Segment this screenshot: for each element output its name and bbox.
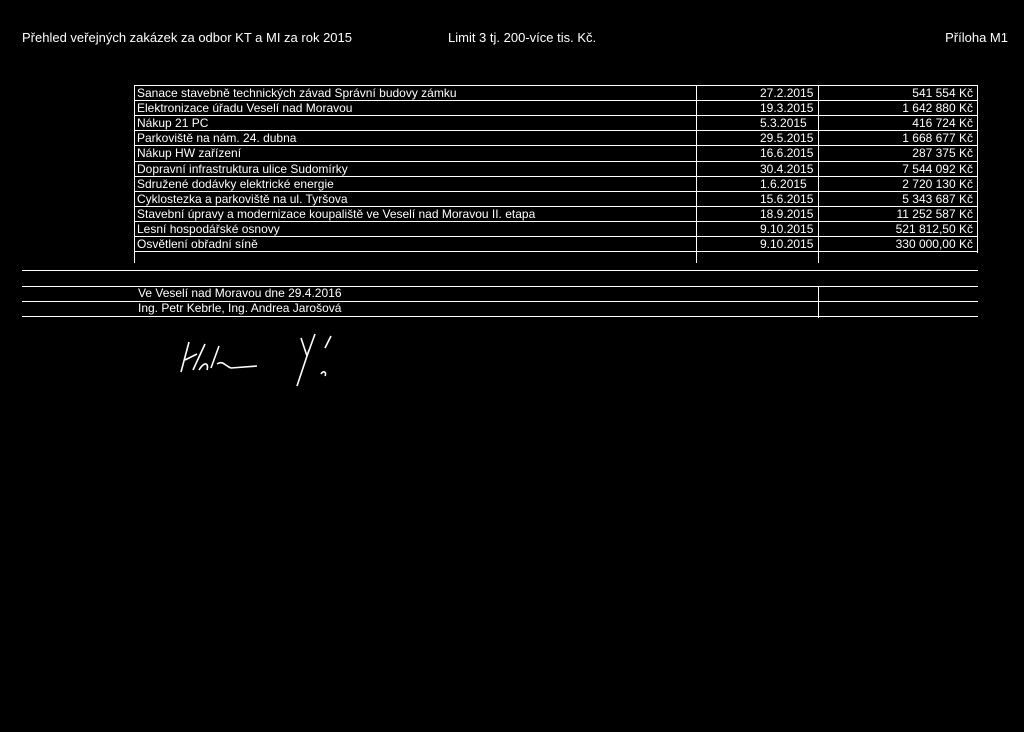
table-row	[134, 192, 978, 207]
row-date: 1.6.2015	[760, 176, 807, 191]
footer-divider	[818, 286, 819, 318]
row-date: 19.3.2015	[760, 101, 814, 116]
table-row	[134, 101, 978, 116]
row-description: Parkoviště na nám. 24. dubna	[137, 131, 297, 146]
row-amount: 1 668 677 Kč	[902, 131, 973, 146]
row-amount: 287 375 Kč	[912, 146, 973, 161]
table-bottom-rule	[22, 270, 978, 271]
row-amount: 5 343 687 Kč	[902, 191, 973, 206]
row-description: Sanace stavebně technických závad Správní budovy zámku	[137, 86, 457, 100]
row-description: Sdružené dodávky elektrické energie	[137, 176, 334, 191]
table-row	[134, 207, 978, 222]
row-amount: 1 642 880 Kč	[902, 101, 973, 116]
row-description: Cyklostezka a parkoviště na ul. Tyršova	[137, 191, 348, 206]
row-description: Elektronizace úřadu Veselí nad Moravou	[137, 101, 353, 116]
annex-label: Příloha M1	[945, 30, 1008, 45]
row-date: 9.10.2015	[760, 237, 814, 251]
row-description: Lesní hospodářské osnovy	[137, 221, 280, 236]
row-description: Nákup HW zařízení	[137, 146, 242, 161]
table-row	[134, 146, 978, 161]
table-row	[134, 222, 978, 237]
row-date: 16.6.2015	[760, 146, 814, 161]
row-date: 9.10.2015	[760, 221, 814, 236]
row-description: Dopravní infrastruktura ulice Sudomírky	[137, 161, 348, 176]
row-date: 15.6.2015	[760, 191, 814, 206]
row-date: 27.2.2015	[760, 86, 814, 100]
document-title: Přehled veřejných zakázek za odbor KT a MI za rok 2015	[22, 30, 352, 45]
row-date: 18.9.2015	[760, 206, 814, 221]
row-amount: 2 720 130 Kč	[902, 176, 973, 191]
signatures	[175, 330, 395, 390]
table-row	[134, 237, 978, 252]
row-amount: 521 812,50 Kč	[895, 221, 973, 236]
footer-bottom-rule	[22, 316, 978, 317]
table-row	[134, 116, 978, 131]
row-description: Stavební úpravy a modernizace koupaliště ve Veselí nad Moravou II. etapa	[137, 206, 536, 221]
limit-note: Limit 3 tj. 200-více tis. Kč.	[448, 30, 597, 45]
signatory-names: Ing. Petr Kebrle, Ing. Andrea Jarošová	[138, 301, 342, 315]
row-description: Osvětlení obřadní síně	[137, 237, 258, 251]
table-row	[134, 86, 978, 101]
page-header	[0, 30, 1024, 48]
table-row	[134, 131, 978, 146]
table-row	[134, 162, 978, 177]
row-date: 30.4.2015	[760, 161, 814, 176]
place-and-date: Ve Veselí nad Moravou dne 29.4.2016	[138, 286, 342, 300]
row-rule	[134, 251, 978, 252]
row-amount: 541 554 Kč	[912, 86, 973, 100]
row-amount: 7 544 092 Kč	[902, 161, 973, 176]
row-date: 29.5.2015	[760, 131, 814, 146]
table-row	[134, 177, 978, 192]
row-date: 5.3.2015	[760, 116, 807, 131]
row-amount: 11 252 587 Kč	[896, 206, 973, 221]
row-amount: 330 000,00 Kč	[895, 237, 973, 251]
row-amount: 416 724 Kč	[912, 116, 973, 131]
row-description: Nákup 21 PC	[137, 116, 209, 131]
